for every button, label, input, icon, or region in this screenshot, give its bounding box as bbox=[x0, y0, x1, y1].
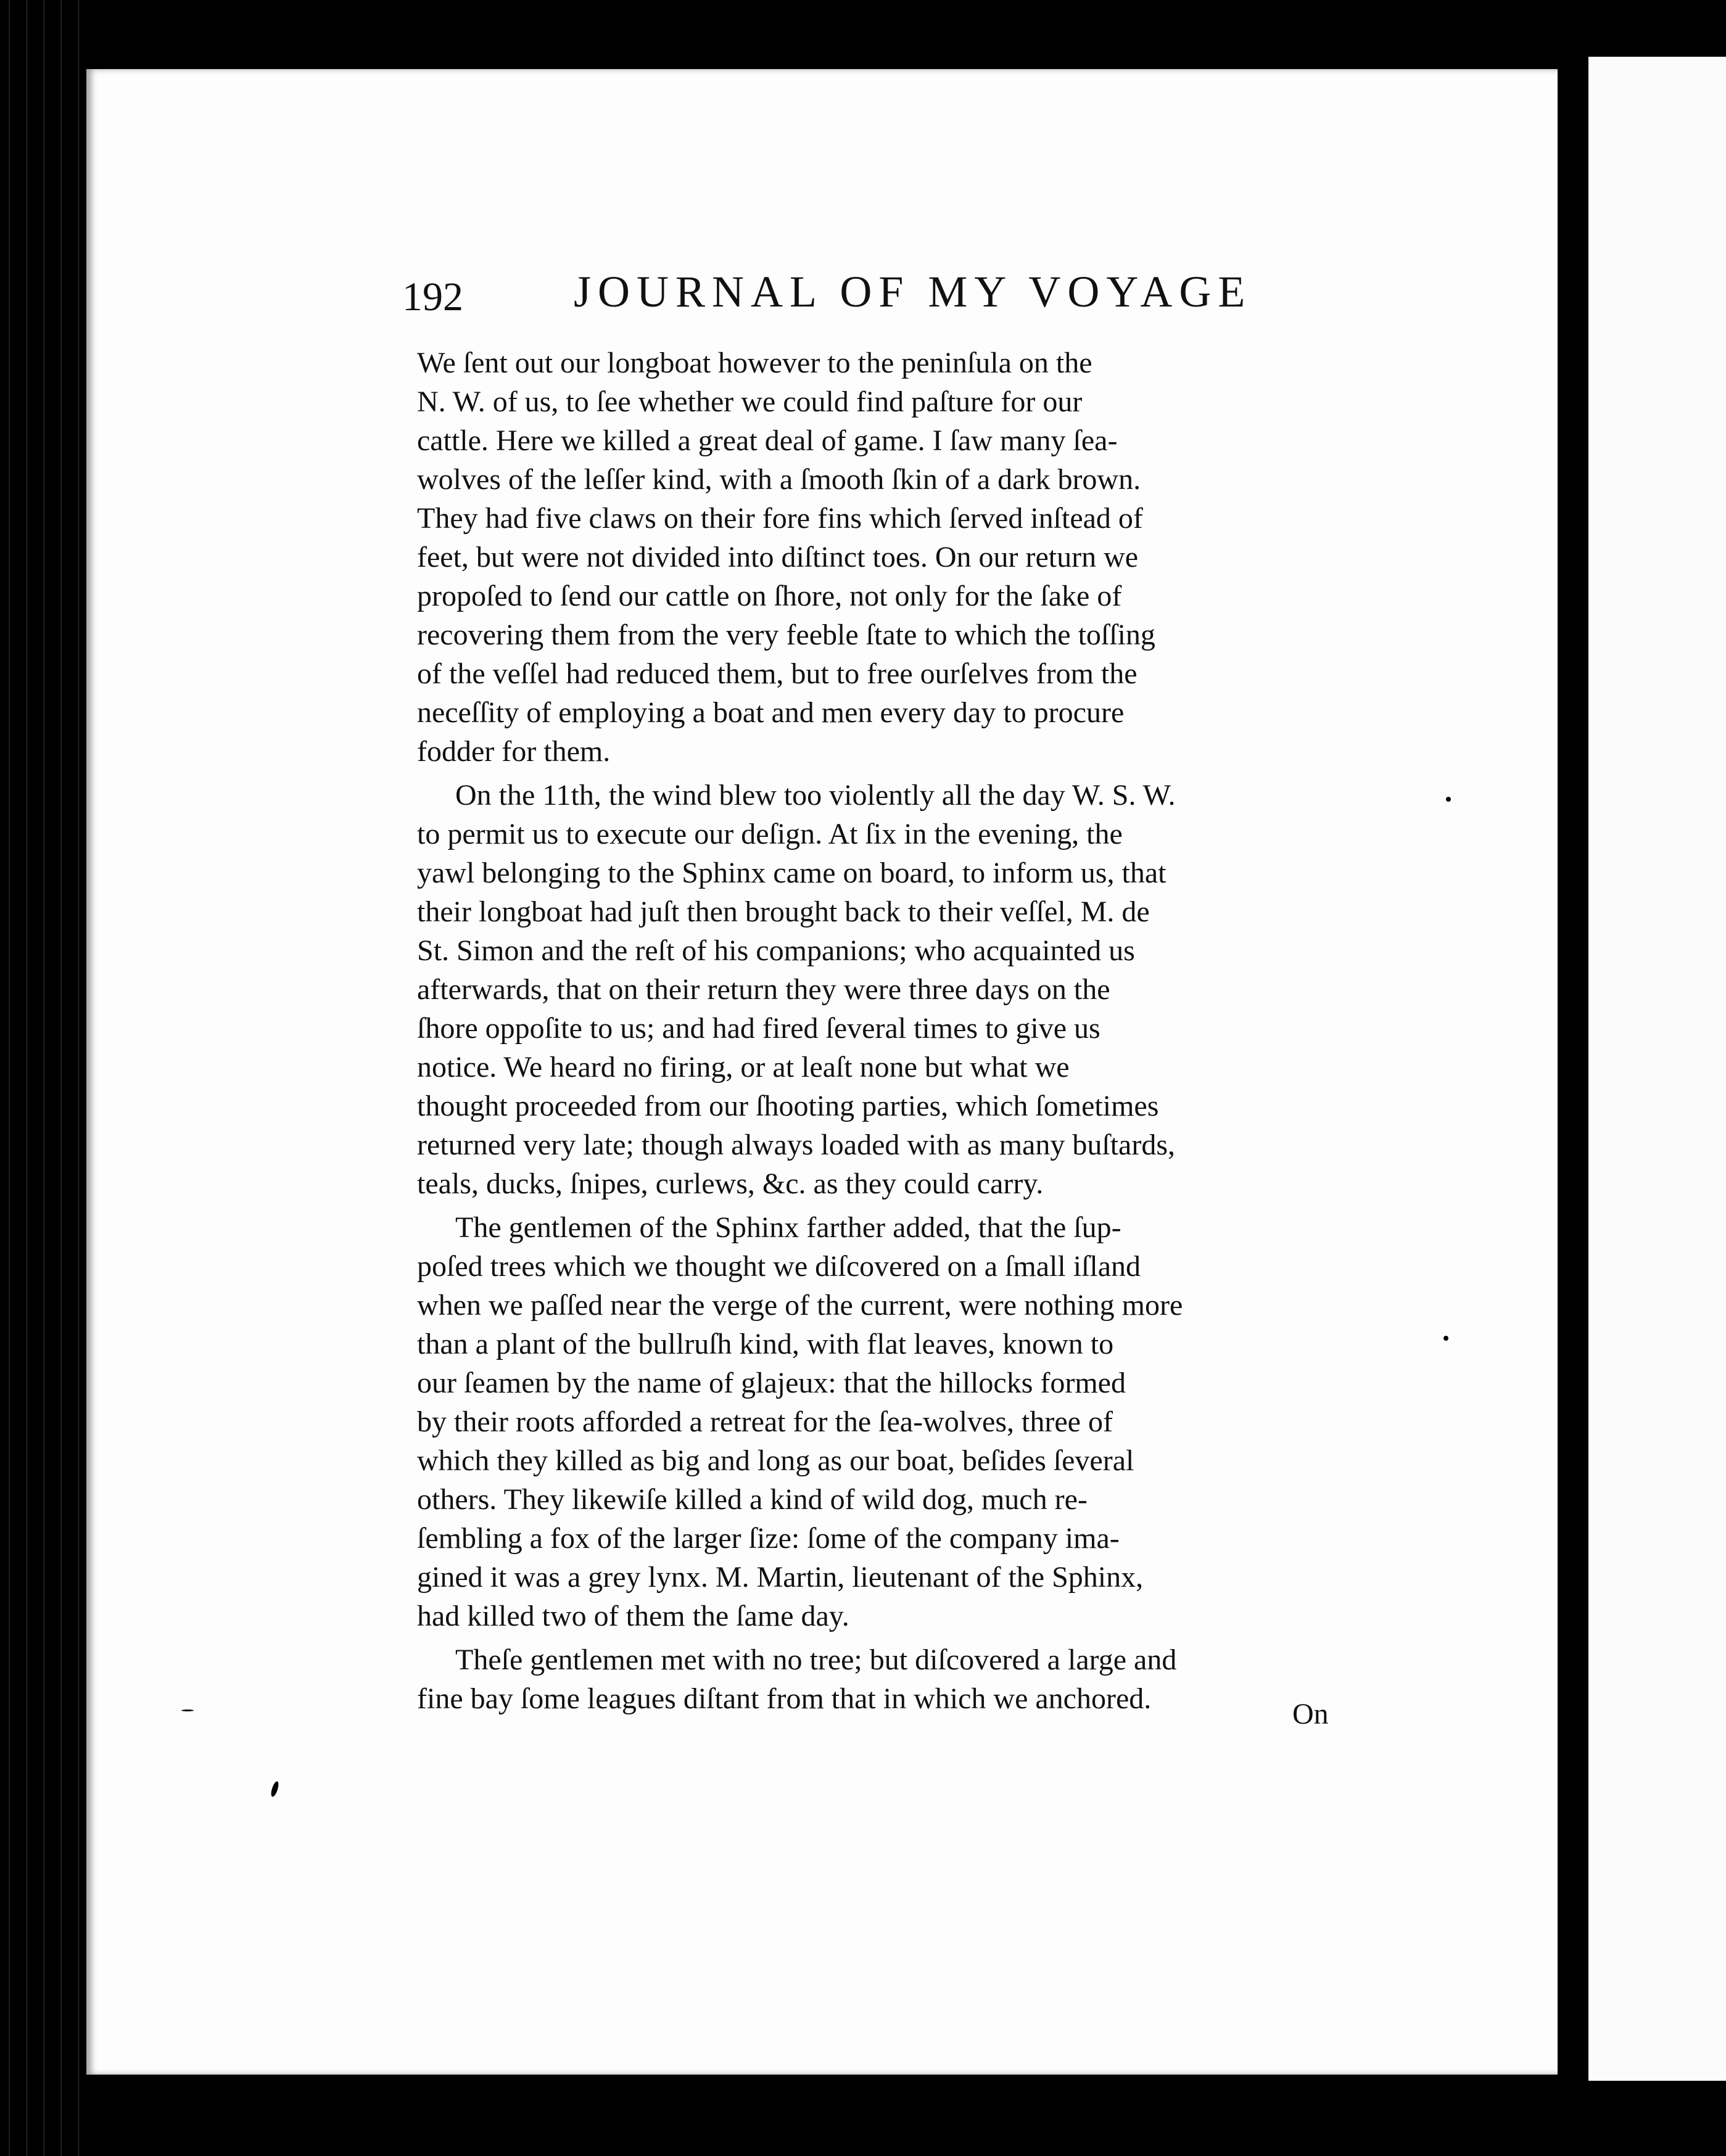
text-line: neceſſity of employing a boat and men every day to procure bbox=[417, 696, 1125, 729]
text-line: which they killed as big and long as our boat, beſides ſeveral bbox=[417, 1444, 1134, 1477]
text-line: recovering them from the very feeble ſtate to which the toſſing bbox=[417, 619, 1155, 651]
text-line: We ſent out our longboat however to the peninſula on the bbox=[417, 347, 1092, 379]
text-line: to permit us to execute our deſign. At ſix in the evening, the bbox=[417, 818, 1123, 850]
text-line: They had five claws on their fore fins which ſerved inſtead of bbox=[417, 502, 1143, 535]
text-line: Theſe gentlemen met with no tree; but diſcovered a large and bbox=[455, 1644, 1177, 1676]
text-line: of the veſſel had reduced them, but to free ourſelves from the bbox=[417, 657, 1138, 690]
page-number: 192 bbox=[402, 274, 463, 319]
text-line: our ſeamen by the name of glajeux: that the hillocks formed bbox=[417, 1367, 1126, 1399]
text-line: gined it was a grey lynx. M. Martin, lieutenant of the Sphinx, bbox=[417, 1561, 1144, 1594]
text-line: yawl belonging to the Sphinx came on board, to inform us, that bbox=[417, 857, 1166, 889]
text-line: poſed trees which we thought we diſcovered on a ſmall iſland bbox=[417, 1250, 1141, 1283]
text-line: wolves of the leſſer kind, with a ſmooth ſkin of a dark brown. bbox=[417, 463, 1141, 496]
text-line: ſembling a fox of the larger ſize: ſome of the company ima- bbox=[417, 1522, 1120, 1555]
adjacent-page-edge bbox=[1588, 57, 1726, 2081]
page-speck bbox=[181, 1710, 194, 1711]
text-line: others. They likewiſe killed a kind of wild dog, much re- bbox=[417, 1483, 1088, 1516]
text-line: returned very late; though always loaded with as many buſtards, bbox=[417, 1129, 1175, 1161]
page-speck bbox=[1443, 1336, 1448, 1341]
page-header bbox=[402, 266, 1252, 322]
text-line: fine bay ſome leagues diſtant from that in which we anchored. bbox=[417, 1682, 1152, 1715]
text-line: notice. We heard no firing, or at leaſt none but what we bbox=[417, 1051, 1070, 1084]
book-binding-edge bbox=[0, 0, 93, 2156]
text-line: than a plant of the bullruſh kind, with flat leaves, known to bbox=[417, 1328, 1114, 1360]
text-line: had killed two of them the ſame day. bbox=[417, 1600, 849, 1632]
page-speck bbox=[1391, 8, 1411, 31]
text-line: N. W. of us, to ſee whether we could find paſture for our bbox=[417, 385, 1083, 418]
text-line: fodder for them. bbox=[417, 735, 611, 768]
text-line: when we paſſed near the verge of the current, were nothing more bbox=[417, 1289, 1183, 1322]
running-title: JOURNAL OF MY VOYAGE bbox=[574, 267, 1252, 316]
text-line: thought proceeded from our ſhooting parties, which ſometimes bbox=[417, 1090, 1159, 1122]
catchword: On bbox=[1292, 1698, 1329, 1730]
text-line: St. Simon and the reſt of his companions; who acquainted us bbox=[417, 934, 1135, 967]
text-line: ſhore oppoſite to us; and had fired ſeveral times to give us bbox=[417, 1012, 1100, 1045]
page-speck bbox=[1446, 797, 1451, 802]
text-line: cattle. Here we killed a great deal of game. I ſaw many ſea- bbox=[417, 424, 1118, 457]
text-line: The gentlemen of the Sphinx farther added, that the ſup- bbox=[455, 1211, 1121, 1244]
body-text bbox=[417, 344, 1335, 1718]
text-line: their longboat had juſt then brought back to their veſſel, M. de bbox=[417, 895, 1150, 928]
text-line: afterwards, that on their return they were three days on the bbox=[417, 973, 1110, 1006]
text-line: On the 11th, the wind blew too violently all the day W. S. W. bbox=[455, 779, 1176, 812]
text-line: feet, but were not divided into diſtinct toes. On our return we bbox=[417, 541, 1139, 574]
text-line: by their roots afforded a retreat for the ſea-wolves, three of bbox=[417, 1405, 1113, 1438]
text-line: propoſed to ſend our cattle on ſhore, not only for the ſake of bbox=[417, 580, 1122, 612]
text-line: teals, ducks, ſnipes, curlews, &c. as they could carry. bbox=[417, 1167, 1044, 1200]
